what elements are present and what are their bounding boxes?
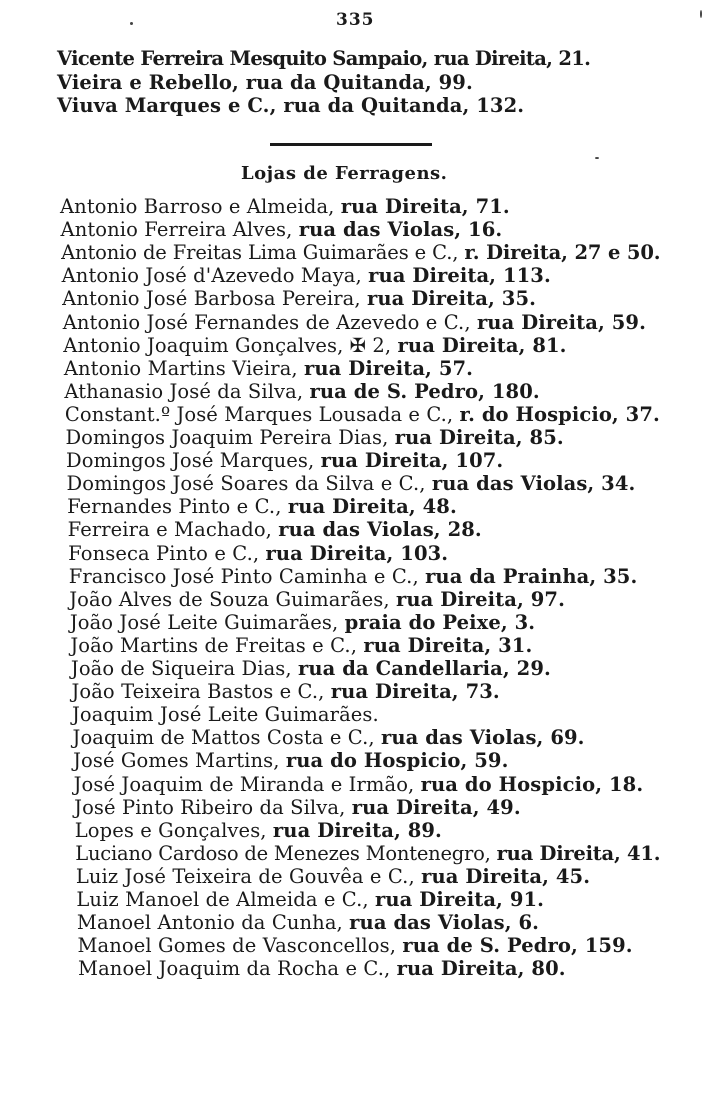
entry-name: João Martins de Freitas e C., (70, 633, 358, 657)
page-number: 335 (336, 10, 375, 30)
directory-entry (67, 472, 636, 496)
entry-name: José Gomes Martins, (73, 749, 280, 773)
entry-address: rua Direita, 113. (368, 264, 551, 288)
directory-entry (61, 241, 660, 265)
entry-address: rua Direita, 71. (340, 195, 510, 218)
entry-address: praia do Peixe, 3. (344, 610, 536, 634)
entry-name: José Pinto Ribeiro da Silva, (74, 795, 346, 819)
entry-name: Antonio José d'Azevedo Maya, (61, 264, 362, 288)
entry-address: rua Direita, 59. (476, 310, 646, 334)
entry-address: rua da Prainha, 35. (425, 564, 638, 588)
entry-name: Manoel Joaquim da Rocha e C., (78, 957, 391, 981)
entry-address: rua Direita, 81. (397, 333, 567, 357)
entry-name: Domingos José Soares da Silva e C., (66, 472, 426, 496)
entry-address: rua das Violas, 69. (381, 726, 585, 750)
ink-speck (700, 10, 702, 18)
entry-name: Luiz José Teixeira de Gouvêa e C., (75, 864, 415, 888)
directory-entry (70, 611, 535, 635)
entry-name: Antonio Martins Vieira, (63, 356, 298, 380)
entry-address: rua Direita, 49. (351, 795, 521, 819)
directory-entry (61, 218, 503, 242)
entry-address: rua Direita, 89. (272, 818, 442, 842)
entry-address: rua Direita, 73. (330, 680, 500, 704)
directory-entry (66, 449, 503, 473)
entry-address: rua Direita, 57. (304, 356, 474, 380)
entry-address: rua Direita, 48. (287, 495, 457, 519)
entry-name: Lopes e Gonçalves, (74, 818, 267, 842)
entry-address: rua Direita, 41. (496, 841, 661, 865)
entry-name: Domingos Joaquim Pereira Dias, (65, 426, 389, 449)
entry-name: Fonseca Pinto e C., (68, 541, 260, 565)
entry-name: João Alves de Souza Guimarães, (69, 587, 390, 611)
entry-address: rua do Hospicio, 59. (285, 749, 509, 773)
entry-name: Viuva Marques e C., (57, 94, 277, 117)
entry-address: rua das Violas, 16. (298, 218, 503, 242)
entry-address: rua da Quitanda, 132. (283, 94, 525, 117)
entry-name: Joaquim de Mattos Costa e C., (72, 726, 375, 750)
directory-entry (63, 311, 646, 335)
directory-entry (62, 264, 551, 288)
directory-entry (73, 749, 508, 773)
directory-entry (64, 357, 473, 381)
entry-name: Manoel Gomes de Vasconcellos, (77, 934, 397, 958)
directory-entry (60, 195, 510, 219)
directory-entry (72, 703, 379, 727)
entry-name: José Joaquim de Miranda e Irmão, (73, 772, 415, 796)
directory-entry (71, 680, 499, 704)
directory-entry (75, 842, 660, 866)
entry-name: Luciano Cardoso de Menezes Montenegro, (75, 841, 491, 865)
entry-address: rua das Violas, 6. (349, 911, 540, 935)
entry-address: rua das Violas, 34. (431, 472, 636, 496)
directory-entry (71, 657, 551, 681)
entry-name: Francisco José Pinto Caminha e C., (68, 564, 419, 588)
entry-address: rua Direita, 103. (265, 541, 449, 565)
directory-entry (63, 334, 566, 358)
directory-entry (68, 518, 482, 542)
entry-name: Antonio Barroso e Almeida, (60, 195, 335, 218)
entry-address: rua Direita, 107. (320, 449, 504, 473)
entry-address: rua Direita, 21. (433, 47, 591, 70)
directory-entry (73, 726, 585, 750)
entry-address: rua de S. Pedro, 180. (309, 379, 540, 403)
entry-name: Fernandes Pinto e C., (67, 495, 282, 519)
directory-entry (57, 94, 524, 118)
directory-entry (77, 934, 632, 958)
directory-entry (70, 634, 532, 658)
directory-entry (68, 542, 448, 566)
entry-name: Vicente Ferreira Mesquito Sampaio, (57, 47, 428, 70)
directory-entry (65, 403, 660, 427)
entry-name: Antonio Ferreira Alves, (60, 218, 293, 242)
entry-name: Antonio José Fernandes de Azevedo e C., (62, 310, 471, 334)
entry-address: rua Direita, 85. (394, 426, 564, 449)
entry-address: rua Direita, 35. (367, 287, 537, 311)
directory-entry (75, 819, 442, 843)
directory-entry (74, 796, 521, 820)
directory-entry (69, 565, 638, 589)
entry-address: rua das Violas, 28. (278, 518, 482, 542)
entry-address: r. Direita, 27 e 50. (464, 241, 661, 265)
directory-entry (65, 426, 563, 450)
directory-entry (64, 380, 539, 404)
directory-entry (67, 495, 457, 519)
directory-entry (76, 865, 590, 889)
entry-address: rua Direita, 97. (395, 587, 565, 611)
entry-address: rua de S. Pedro, 159. (402, 934, 633, 958)
directory-entry (77, 911, 539, 935)
directory-entry (76, 888, 544, 912)
entry-name: João Teixeira Bastos e C., (71, 680, 325, 704)
entry-address: rua Direita, 91. (375, 888, 545, 911)
ink-speck (595, 157, 599, 159)
entry-name: Manoel Antonio da Cunha, (76, 911, 343, 935)
directory-entry (57, 47, 590, 71)
directory-entry (69, 588, 565, 612)
section-heading: Lojas de Ferragens. (241, 163, 448, 184)
entry-name: Domingos José Marques, (66, 449, 315, 473)
section-divider (270, 143, 432, 146)
entry-name: Joaquim José Leite Guimarães. (72, 703, 379, 727)
directory-entry (78, 957, 566, 981)
directory-entry (57, 71, 473, 95)
ink-speck (130, 22, 133, 25)
directory-entry (62, 287, 536, 311)
entry-address: rua Direita, 31. (363, 633, 533, 657)
entry-name: Ferreira e Machado, (67, 518, 272, 542)
directory-entry (74, 773, 644, 797)
entry-address: rua da Quitanda, 99. (245, 70, 473, 94)
entry-name: Antonio José Barbosa Pereira, (62, 287, 361, 311)
entry-name: Antonio Joaquim Gonçalves, ✠ 2, (63, 333, 392, 357)
entry-address: rua Direita, 45. (421, 864, 591, 888)
entry-name: Athanasio José da Silva, (64, 379, 304, 403)
entry-address: r. do Hospicio, 37. (459, 402, 660, 426)
entry-name: João José Leite Guimarães, (69, 610, 339, 634)
entry-address: rua Direita, 80. (396, 957, 566, 981)
entry-name: Luiz Manoel de Almeida e C., (76, 888, 369, 911)
entry-name: Vieira e Rebello, (57, 70, 239, 94)
entry-address: rua da Candellaria, 29. (298, 657, 551, 680)
entry-address: rua do Hospicio, 18. (420, 772, 644, 796)
entry-name: Constant.º José Marques Lousada e C., (64, 402, 454, 426)
entry-name: João de Siqueira Dias, (70, 657, 292, 680)
entry-name: Antonio de Freitas Lima Guimarães e C., (61, 241, 459, 265)
